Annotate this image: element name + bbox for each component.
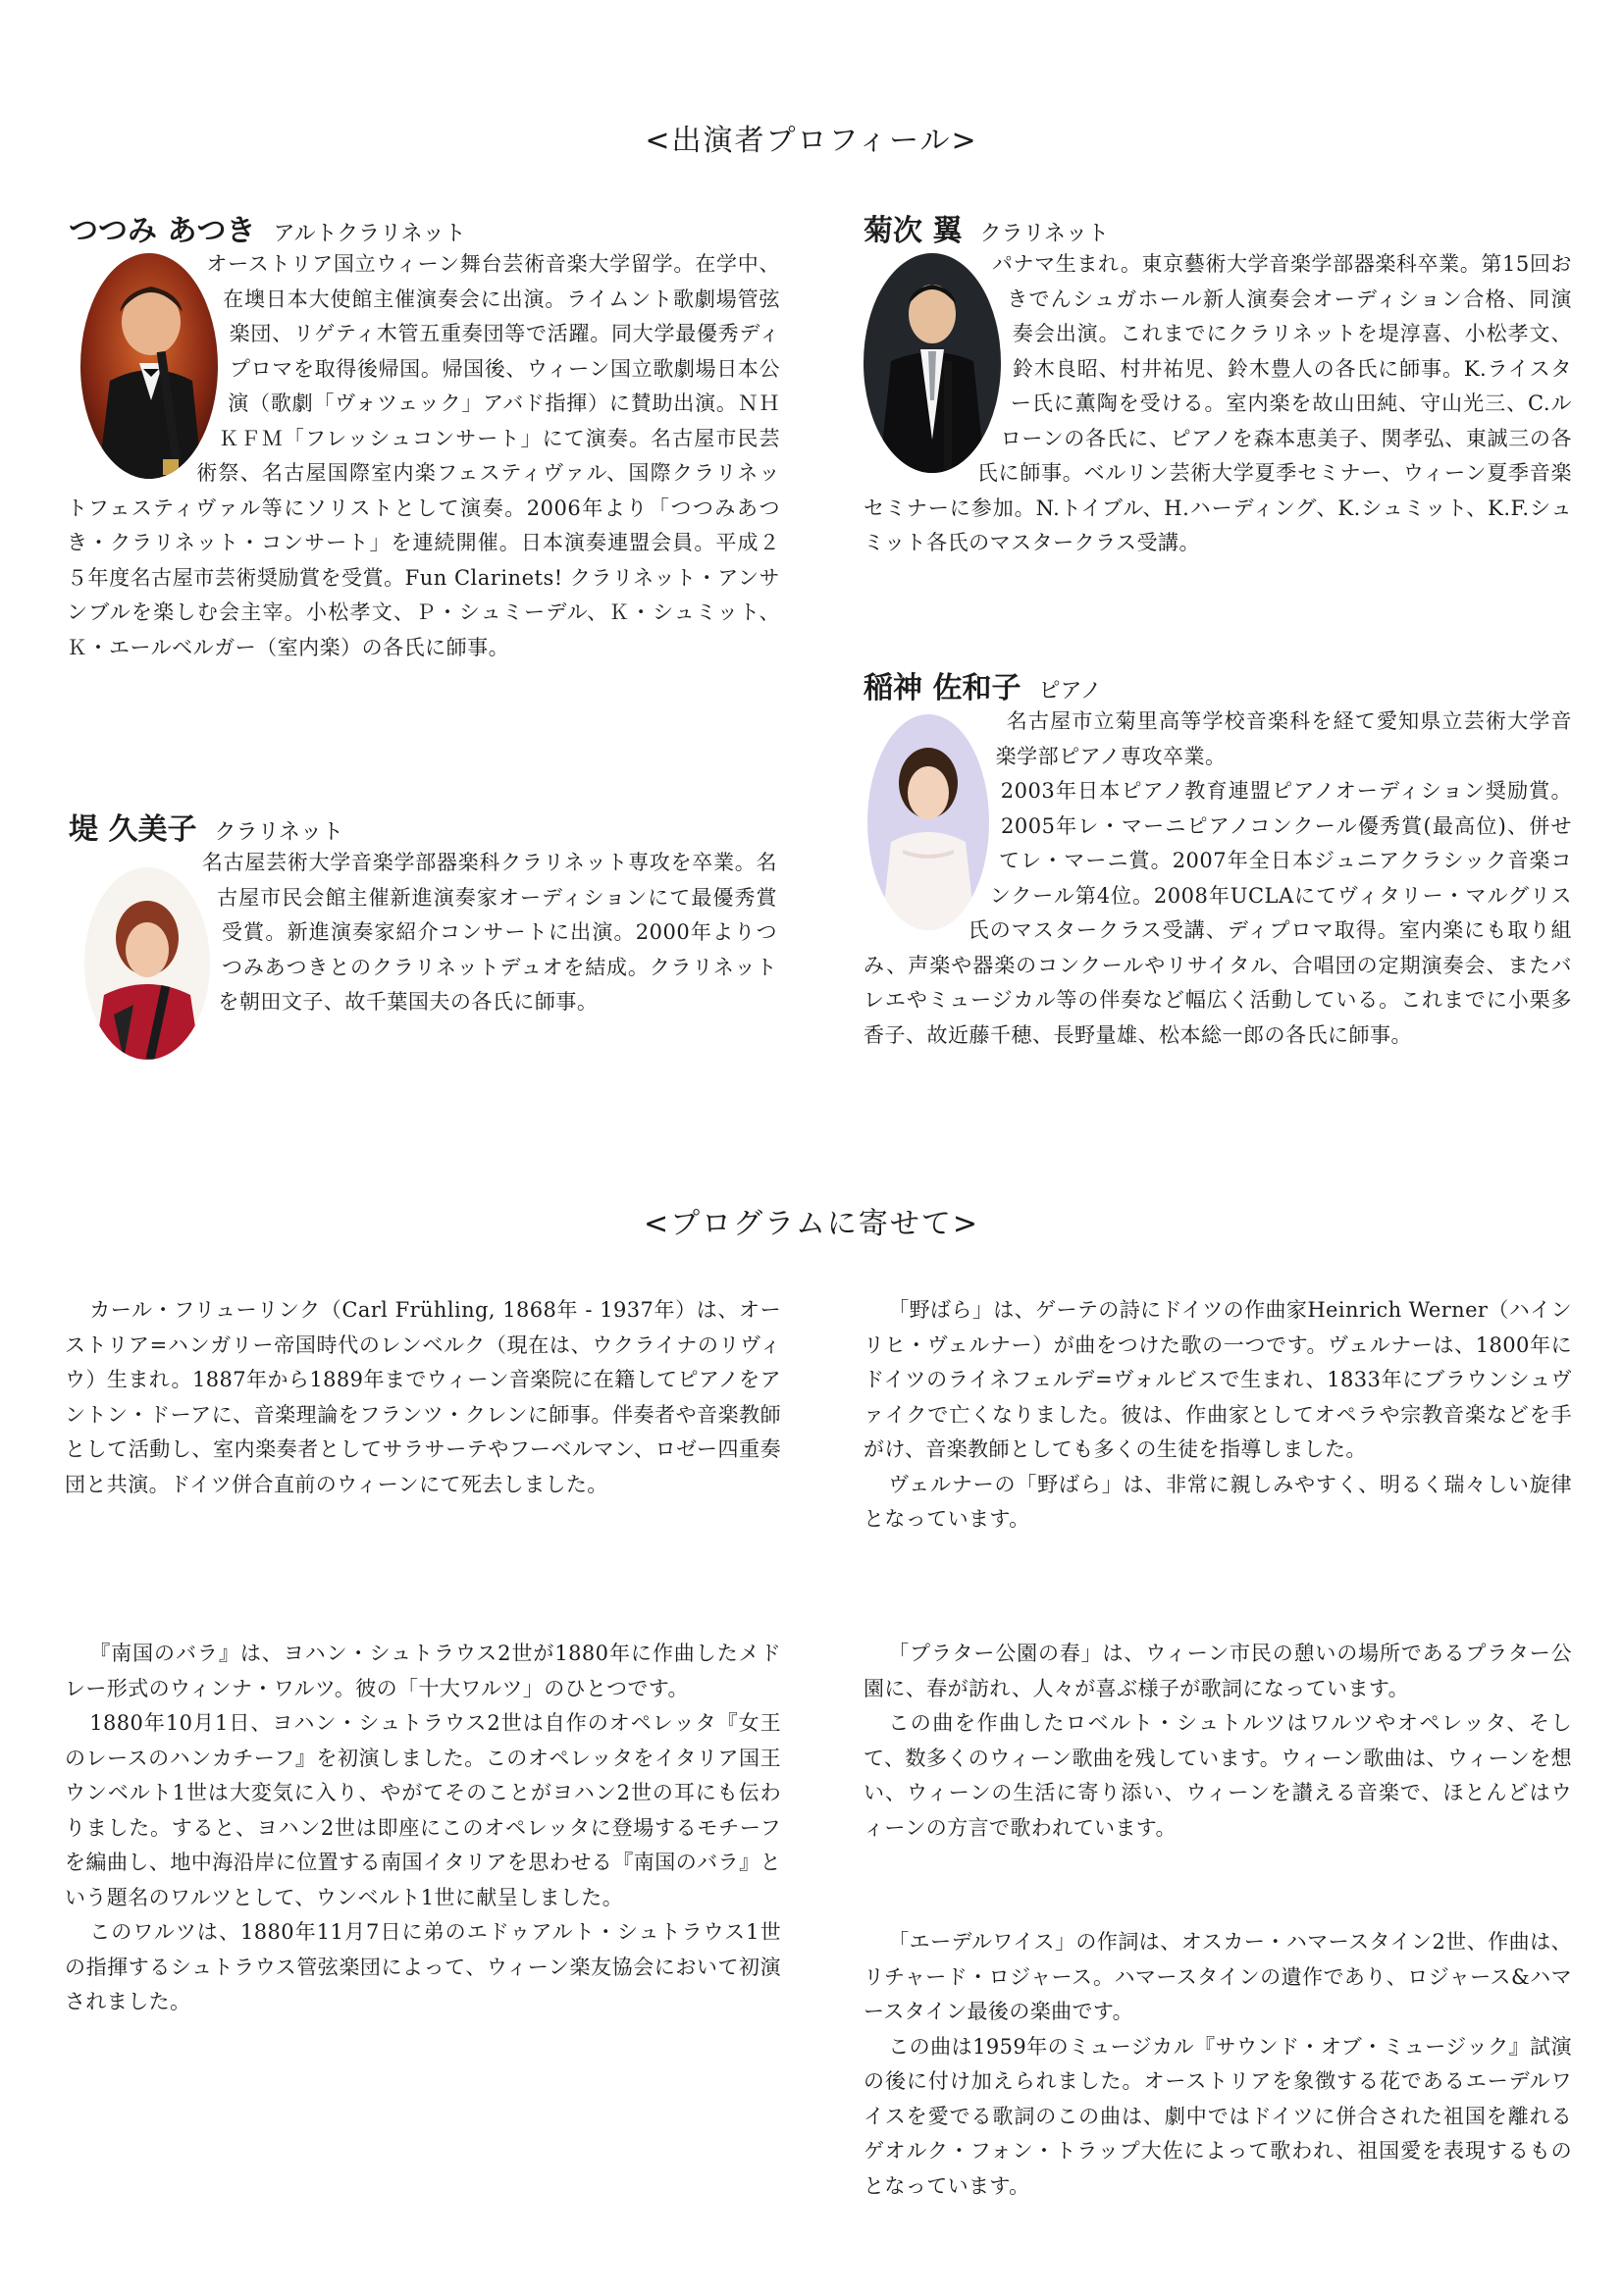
performer-bio-tsutsumi-atsuki — [67, 247, 780, 665]
performer-photo-tsutsumi-kumiko — [84, 867, 210, 1060]
note-paragraph: 「野ばら」は、ゲーテの詩にドイツの作曲家Heinrich Werner（ハインリヒ・ヴェルナー）が曲をつけた歌の一つです。ヴェルナーは、1800年にドイツのライネフェルデ=ヴォルビスで生まれ、1833年にブラウンシュヴァイクで亡くなりました。彼は、作曲家としてオペラや宗教音楽などを手がけ、音楽教師としても多くの生徒を指導しました。 — [864, 1298, 1572, 1461]
note-nangoku-no-bara — [65, 1637, 781, 2020]
program-heading: <プログラムに寄せて> — [644, 1207, 979, 1241]
performer-bio-inagami-sawako — [864, 704, 1572, 1053]
performer-bio-text: 名古屋芸術大学音楽学部器楽科クラリネット専攻を卒業。名古屋市民会館主催新進演奏家オーディションにて最優秀賞受賞。新進演奏家紹介コンサートに出演。2000年よりつつみあつきとのクラリネットデュオを結成。クラリネットを朝田文子、故千葉国夫の各氏に師事。 — [201, 851, 777, 1014]
performer-name: 堤 久美子 — [69, 812, 197, 847]
note-nobara — [864, 1293, 1572, 1538]
performer-photo-kikuji-tsubasa — [864, 253, 1001, 473]
note-paragraph: この曲を作曲したロベルト・シュトルツはワルツやオペレッタ、そして、数多くのウィーン歌曲を残しています。ウィーン歌曲は、ウィーンを想い、ウィーンの生活に寄り添い、ウィーンを讃える音楽で、ほとんどはウィーンの方言で歌われています。 — [864, 1711, 1572, 1840]
note-prater-spring — [864, 1637, 1572, 1846]
performer-role: クラリネット — [214, 820, 344, 845]
note-paragraph: ヴェルナーの「野ばら」は、非常に親しみやすく、明るく瑞々しい旋律となっています。 — [864, 1472, 1572, 1531]
note-fruhling — [65, 1293, 781, 1502]
note-paragraph: 『南国のバラ』は、ヨハン・シュトラウス2世が1880年に作曲したメドレー形式のウィンナ・ワルツ。彼の「十大ワルツ」のひとつです。 — [65, 1642, 781, 1700]
performer-bio-text: パナマ生まれ。東京藝術大学音楽学部器楽科卒業。第15回おきでんシュガホール新人演奏会オーディション合格、同演奏会出演。これまでにクラリネットを堤淳喜、小松孝文、鈴木良昭、村井祐児、鈴木豊人の各氏に師事。K.ライスター氏に薫陶を受ける。室内楽を故山田純、守山光三、C.ルローンの各氏に、ピアノを森本恵美子、関孝弘、東誠三の各氏に師事。ベルリン芸術大学夏季セミナー、ウィーン夏季音楽セミナーに参加。N.トイブル、H.ハーディング、K.シュミット、K.F.シュミット各氏のマスタークラス受講。 — [864, 252, 1572, 554]
performer-bio-kikuji-tsubasa — [864, 247, 1572, 561]
performer-name-inagami-sawako — [864, 663, 1102, 706]
note-paragraph: 「プラター公園の春」は、ウィーン市民の憩いの場所であるプラター公園に、春が訪れ、人々が喜ぶ様子が歌詞になっています。 — [864, 1642, 1572, 1700]
performer-bio-text: オーストリア国立ウィーン舞台芸術音楽大学留学。在学中、在墺日本大使館主催演奏会に出演。ライムント歌劇場管弦楽団、リゲティ木管五重奏団等で活躍。同大学最優秀ディプロマを取得後帰国。帰国後、ウィーン国立歌劇場日本公演（歌劇「ヴォツェック」アバド指揮）に賛助出演。ＮＨＫＦＭ「フレッシュコンサート」にて演奏。名古屋市民芸術祭、名古屋国際室内楽フェスティヴァル、国際クラリネットフェスティヴァル等にソリストとして演奏。2006年より「つつみあつき・クラリネット・コンサート」を連続開催。日本演奏連盟会員。平成２５年度名古屋市芸術奨励賞を受賞。Fun Clarinets! クラリネット・アンサンブルを楽しむ会主宰。小松孝文、Ｐ・シュミーデル、Ｋ・シュミット、Ｋ・エールベルガー（室内楽）の各氏に師事。 — [67, 252, 780, 659]
performer-role: クラリネット — [979, 222, 1110, 246]
note-paragraph: 「エーデルワイス」の作詞は、オスカー・ハマースタイン2世、作曲は、リチャード・ロジャース。ハマースタインの遺作であり、ロジャース&ハマースタイン最後の楽曲です。 — [864, 1930, 1572, 2023]
performer-name-kikuji-tsubasa — [864, 206, 1109, 249]
performer-photo-tsutsumi-atsuki — [80, 253, 218, 479]
performer-name: 菊次 翼 — [864, 214, 963, 248]
note-paragraph: この曲は1959年のミュージカル『サウンド・オブ・ミュージック』試演の後に付け加えられました。オーストリアを象徴する花であるエーデルワイスを愛でる歌詞のこの曲は、劇中ではドイツに併合された祖国を離れるゲオルク・フォン・トラップ大佐によって歌われ、祖国愛を表現するものとなっています。 — [864, 2034, 1572, 2198]
note-edelweiss — [864, 1925, 1572, 2204]
performer-role: アルトクラリネット — [273, 222, 466, 246]
performer-role: ピアノ — [1038, 679, 1102, 704]
performer-name-tsutsumi-kumiko — [69, 805, 343, 848]
performer-name: つつみ あつき — [69, 214, 256, 248]
performer-bio-tsutsumi-kumiko — [71, 846, 777, 1060]
performer-name-tsutsumi-atsuki — [69, 206, 466, 249]
performer-photo-inagami-sawako — [867, 714, 989, 930]
performer-bio-text: 2003年日本ピアノ教育連盟ピアノオーディション奨励賞。2005年レ・マーニピアノコンクール優秀賞(最高位)、併せてレ・マーニ賞。2007年全日本ジュニアクラシック音楽コンクール第4位。2008年UCLAにてヴィタリー・マルグリス氏のマスタークラス受講、ディプロマ取得。室内楽にも取り組み、声楽や器楽のコンクールやリサイタル、合唱団の定期演奏会、またバレエやミュージカル等の伴奏など幅広く活動している。これまでに小栗多香子、故近藤千穂、長野量雄、松本総一郎の各氏に師事。 — [864, 779, 1572, 1047]
performer-bio-text: 名古屋市立菊里高等学校音楽科を経て愛知県立芸術大学音楽学部ピアノ専攻卒業。 — [995, 709, 1572, 768]
profile-heading: <出演者プロフィール> — [645, 124, 978, 158]
note-paragraph: 1880年10月1日、ヨハン・シュトラウス2世は自作のオペレッタ『女王のレースのハンカチーフ』を初演しました。このオペレッタをイタリア国王ウンベルト1世は大変気に入り、やがてそのことがヨハン2世の耳にも伝わりました。すると、ヨハン2世は即座にこのオペレッタに登場するモチーフを編曲し、地中海沿岸に位置する南国イタリアを思わせる『南国のバラ』という題名のワルツとして、ウンベルト1世に献呈しました。 — [65, 1711, 781, 1909]
note-paragraph: このワルツは、1880年11月7日に弟のエドゥアルト・シュトラウス1世の指揮するシュトラウス管弦楽団によって、ウィーン楽友協会において初演されました。 — [65, 1920, 781, 2013]
note-paragraph: カール・フリューリンク（Carl Frühling, 1868年 - 1937年）は、オーストリア=ハンガリー帝国時代のレンベルク（現在は、ウクライナのリヴィウ）生まれ。1887年から1889年までウィーン音楽院に在籍してピアノをアントン・ドーアに、音楽理論をフランツ・クレンに師事。伴奏者や音楽教師として活動し、室内楽奏者としてサラサーテやフーベルマン、ロゼー四重奏団と共演。ドイツ併合直前のウィーンにて死去しました。 — [65, 1298, 781, 1496]
performer-name: 稲神 佐和子 — [864, 671, 1021, 705]
